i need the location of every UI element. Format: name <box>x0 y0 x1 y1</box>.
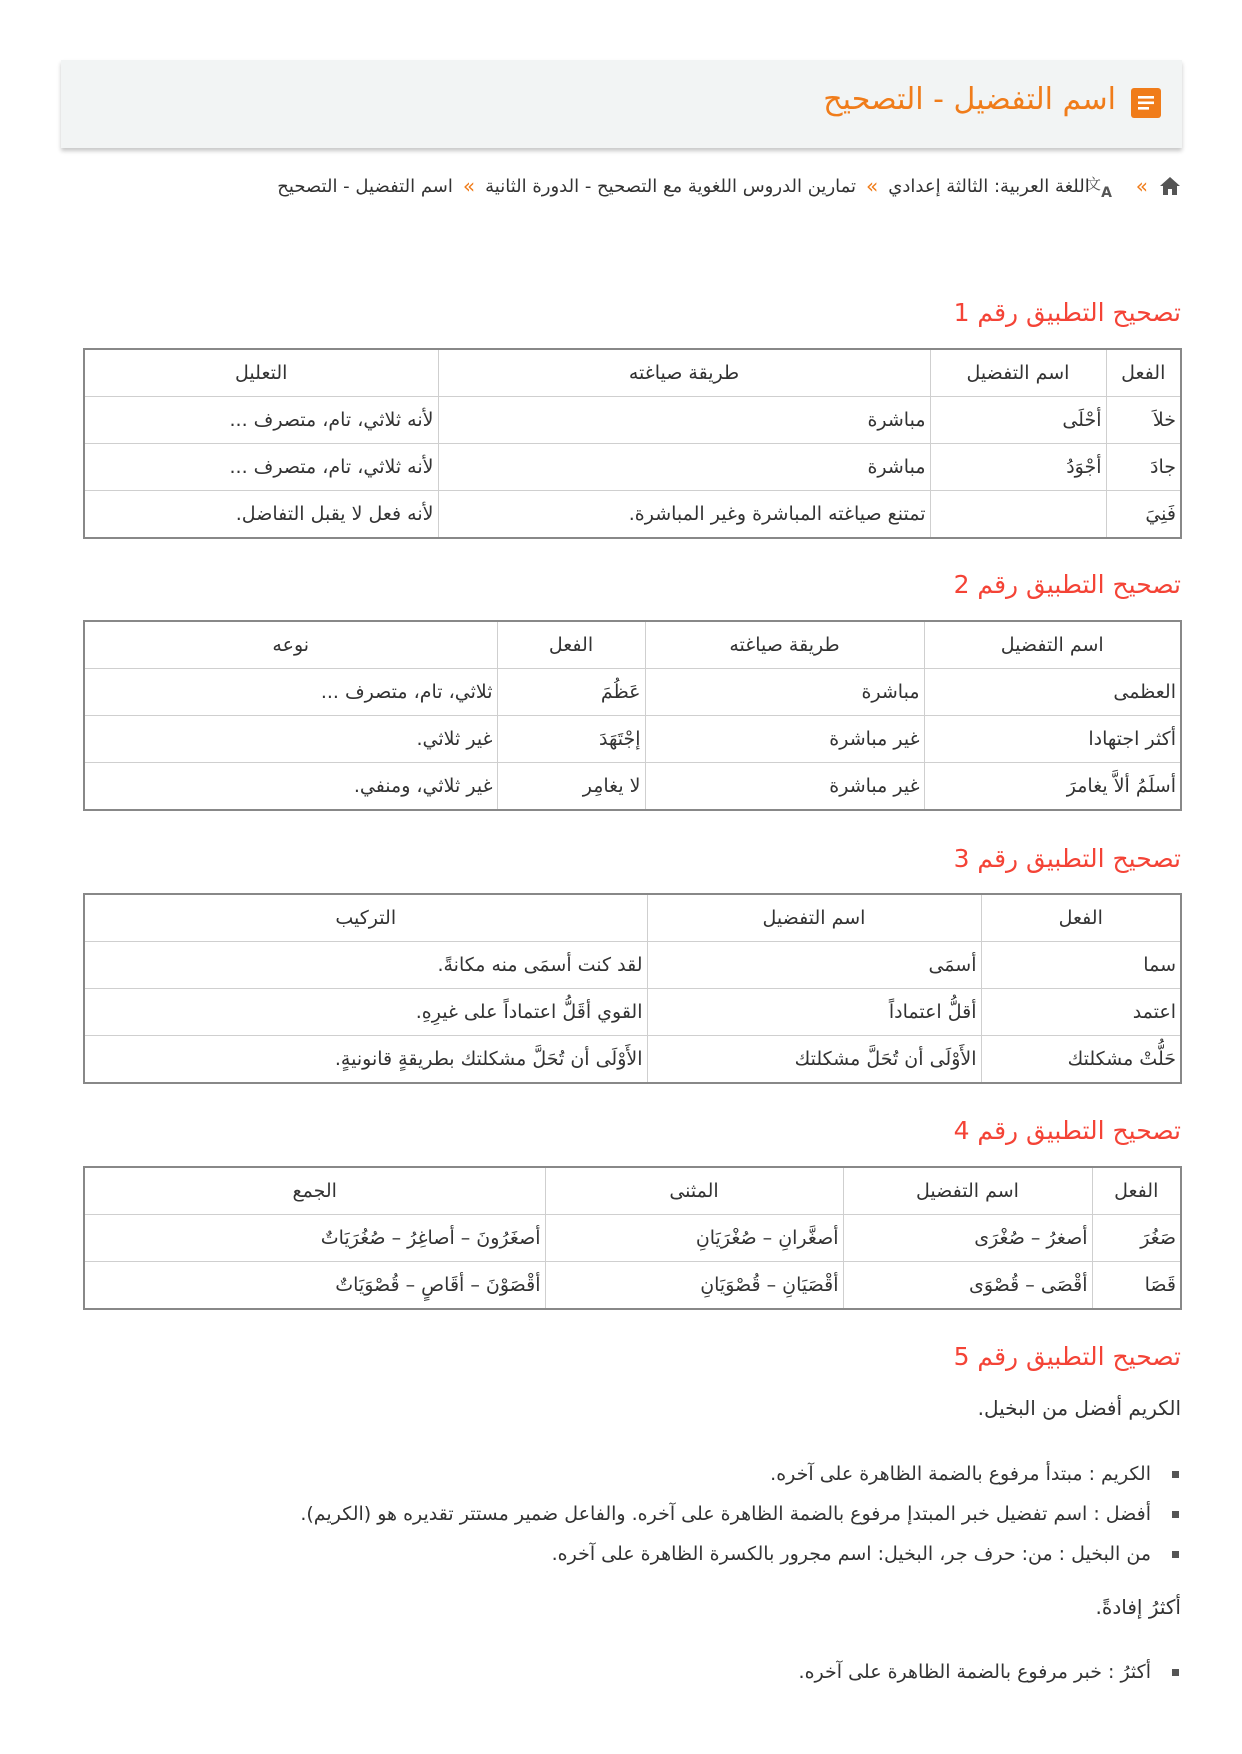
table-row <box>84 1262 1181 1310</box>
table-cell: لأنه ثلاثي، تام، متصرف ... <box>84 397 438 444</box>
svg-text:A: A <box>1100 185 1112 201</box>
table-row <box>84 1036 1181 1084</box>
table-cell: جادَ <box>1106 444 1181 491</box>
table-cell: أسلَمُ ألاَّ يغامرَ <box>924 763 1181 811</box>
table-row <box>84 491 1181 539</box>
table-cell: أقلُّ اعتماداً <box>647 989 981 1036</box>
home-icon[interactable] <box>1158 175 1182 197</box>
column-header: الفعل <box>1092 1167 1181 1215</box>
table-cell: سما <box>981 942 1181 989</box>
section-title-1: تصحيح التطبيق رقم 1 <box>953 298 1181 327</box>
table-row <box>84 763 1181 811</box>
column-header: الفعل <box>981 894 1181 942</box>
analysis-list <box>300 1454 1181 1574</box>
table-row <box>84 669 1181 716</box>
section-title-2: تصحيح التطبيق رقم 2 <box>953 570 1181 599</box>
table-cell: قَصَا <box>1092 1262 1181 1310</box>
table-cell: ثلاثي، تام، متصرف ... <box>84 669 497 716</box>
column-header: نوعه <box>84 621 497 669</box>
table-row <box>84 397 1181 444</box>
svg-text:文: 文 <box>1085 175 1101 193</box>
table-exercise-2 <box>83 620 1182 811</box>
column-header: المثنى <box>545 1167 843 1215</box>
table-cell: مباشرة <box>438 397 930 444</box>
table-cell: الأَوْلَى أن تُحَلَّ مشكلتك بطريقةٍ قانونيةٍ. <box>84 1036 647 1084</box>
table-row <box>84 942 1181 989</box>
table-cell: الأَوْلَى أن تُحَلَّ مشكلتك <box>647 1036 981 1084</box>
table-cell: فَنِيَ <box>1106 491 1181 539</box>
table-cell: القوي أقَلُّ اعتماداً على غيرِهِ. <box>84 989 647 1036</box>
table-exercise-1 <box>83 348 1182 539</box>
table-cell: مباشرة <box>438 444 930 491</box>
page-header <box>61 60 1182 148</box>
column-header: التركيب <box>84 894 647 942</box>
list-item: الكريم : مبتدأ مرفوع بالضمة الظاهرة على آخره. <box>300 1454 1181 1494</box>
table-cell: لأنه فعل لا يقبل التفاضل. <box>84 491 438 539</box>
table-cell: غير مباشرة <box>645 763 924 811</box>
table-cell: أصغَرُونَ – أصاغِرُ – صُغُرَيَاتٌ <box>84 1215 545 1262</box>
table-header-row <box>84 1167 1181 1215</box>
table-cell: خلاَ <box>1106 397 1181 444</box>
table-cell: اعتمد <box>981 989 1181 1036</box>
breadcrumb-separator: » <box>1135 174 1148 198</box>
column-header: الفعل <box>497 621 645 669</box>
table-exercise-4 <box>83 1166 1182 1310</box>
table-cell: حَلُّتْ مشكلتك <box>981 1036 1181 1084</box>
table-cell: العظمى <box>924 669 1181 716</box>
section-title-3: تصحيح التطبيق رقم 3 <box>953 844 1181 873</box>
table-row <box>84 444 1181 491</box>
table-cell: إجْتَهَدَ <box>497 716 645 763</box>
column-header: طريقة صياغته <box>438 349 930 397</box>
table-cell: تمتنع صياغته المباشرة وغير المباشرة. <box>438 491 930 539</box>
list-item: أفضل : اسم تفضيل خبر المبتدإ مرفوع بالضمة الظاهرة على آخره. والفاعل ضمير مستتر تقديره هو (الكريم). <box>300 1494 1181 1534</box>
table-cell: صَغُرَ <box>1092 1215 1181 1262</box>
table-cell: أقْصَيَانِ – قُصْوَيَانِ <box>545 1262 843 1310</box>
table-cell: أصغَّرانِ – صُغْرَيَانِ <box>545 1215 843 1262</box>
breadcrumb-item-subject[interactable]: اللغة العربية: الثالثة إعدادي <box>888 175 1090 197</box>
table-cell: أحْلَى <box>930 397 1106 444</box>
breadcrumb-item-current: اسم التفضيل - التصحيح <box>277 175 453 197</box>
table-cell: أكثر اجتهادا <box>924 716 1181 763</box>
document-icon <box>1131 88 1161 118</box>
table-cell: مباشرة <box>645 669 924 716</box>
column-header: اسم التفضيل <box>843 1167 1092 1215</box>
breadcrumb-separator: » <box>866 174 879 198</box>
list-item: أكثرُ : خبر مرفوع بالضمة الظاهرة على آخره. <box>799 1652 1181 1692</box>
column-header: التعليل <box>84 349 438 397</box>
table-row <box>84 716 1181 763</box>
table-cell <box>930 491 1106 539</box>
example-sentence: أكثرُ إفادةً. <box>1095 1595 1181 1619</box>
table-cell: غير ثلاثي، ومنفي. <box>84 763 497 811</box>
page-title: اسم التفضيل - التصحيح <box>823 82 1116 117</box>
table-cell: أصغرُ – صُغْرَى <box>843 1215 1092 1262</box>
table-row <box>84 1215 1181 1262</box>
table-exercise-3 <box>83 893 1182 1084</box>
table-cell: لا يغامِر <box>497 763 645 811</box>
table-cell: لقد كنت أسمَى منه مكانةً. <box>84 942 647 989</box>
column-header: اسم التفضيل <box>647 894 981 942</box>
table-header-row <box>84 349 1181 397</box>
table-header-row <box>84 894 1181 942</box>
table-cell: أجْوَدُ <box>930 444 1106 491</box>
column-header: الجمع <box>84 1167 545 1215</box>
list-item: من البخيل : من: حرف جر، البخيل: اسم مجرور بالكسرة الظاهرة على آخره. <box>300 1534 1181 1574</box>
table-cell: أقْصَى – قُصْوَى <box>843 1262 1092 1310</box>
column-header: الفعل <box>1106 349 1181 397</box>
breadcrumb-item-category[interactable]: تمارين الدروس اللغوية مع التصحيح - الدورة الثانية <box>485 175 857 197</box>
table-cell: أسمَى <box>647 942 981 989</box>
breadcrumb-separator: » <box>462 174 476 198</box>
column-header: اسم التفضيل <box>924 621 1181 669</box>
table-cell: أقْصَوْنَ – أقَاصٍ – قُصْوَيَاتٌ <box>84 1262 545 1310</box>
section-title-5: تصحيح التطبيق رقم 5 <box>953 1342 1181 1371</box>
table-cell: عَظُمَ <box>497 669 645 716</box>
column-header: اسم التفضيل <box>930 349 1106 397</box>
column-header: طريقة صياغته <box>645 621 924 669</box>
table-row <box>84 989 1181 1036</box>
example-sentence: الكريم أفضل من البخيل. <box>977 1396 1181 1420</box>
section-title-4: تصحيح التطبيق رقم 4 <box>953 1116 1181 1145</box>
table-cell: غير مباشرة <box>645 716 924 763</box>
translate-icon <box>1085 174 1126 201</box>
table-cell: لأنه ثلاثي، تام، متصرف ... <box>84 444 438 491</box>
breadcrumb <box>277 171 1182 201</box>
table-cell: غير ثلاثي. <box>84 716 497 763</box>
table-header-row <box>84 621 1181 669</box>
analysis-list <box>799 1652 1181 1692</box>
